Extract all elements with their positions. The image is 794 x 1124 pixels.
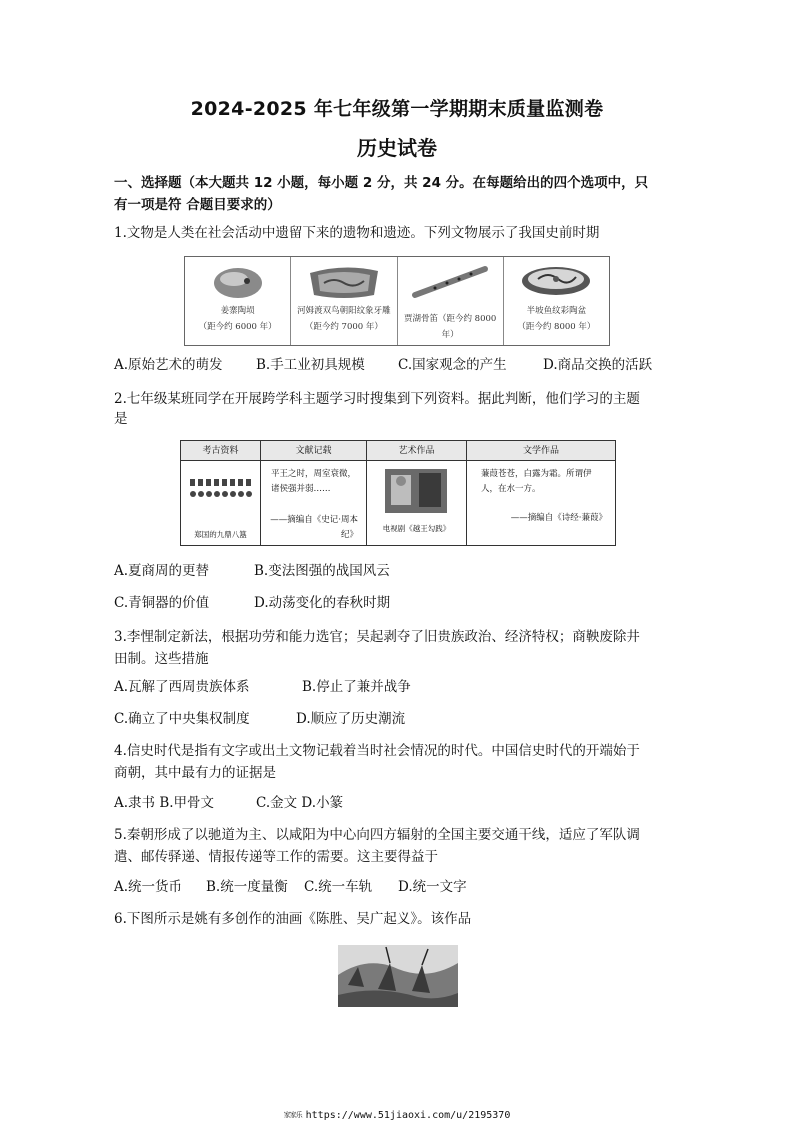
q2-options-row1 (114, 560, 714, 582)
q1-artifact-figure (184, 256, 610, 346)
exam-title: 2024-2025 年七年级第一学期期末质量监测卷 (190, 98, 604, 120)
option-c[interactable]: C.统一车轨 (304, 879, 373, 895)
q4-stem-line2: 商朝，其中最有力的证据是 (114, 765, 276, 781)
option-b[interactable]: B.停止了兼并战争 (302, 679, 411, 695)
literature-cell (467, 461, 615, 545)
footer-url[interactable]: https://www.51jiaoxi.com/u/2195370 (305, 1110, 511, 1121)
art-caption: 电视剧《越王勾践》 (382, 524, 451, 533)
table-header: 文学作品 (467, 441, 615, 461)
option-d[interactable]: D.顺应了历史潮流 (296, 711, 406, 727)
table-header: 艺术作品 (367, 441, 467, 461)
option-a[interactable]: A.原始艺术的萌发 (114, 357, 223, 373)
artifact-name: 姜寨陶埙 (220, 306, 255, 316)
option-d[interactable]: D.统一文字 (398, 879, 467, 895)
painted-pottery-basin-image (516, 261, 596, 303)
q1-options (114, 354, 714, 376)
q2-options-row2 (114, 592, 714, 614)
tv-drama-still-image (385, 469, 447, 513)
table-header: 考古资料 (181, 441, 261, 461)
q5-stem-line2: 遣、邮传驿递、情报传递等工作的需要。这主要得益于 (114, 849, 438, 865)
ivory-carving-image (304, 261, 384, 301)
artifact-date: （距今约 8000 年） (517, 322, 596, 332)
archaeology-cell (181, 461, 261, 545)
q5-options (114, 876, 714, 898)
option-d[interactable]: D.商品交换的活跃 (543, 357, 653, 373)
archaeology-caption: 郑国的九鼎八簋 (194, 530, 247, 539)
bronze-ding-image (188, 475, 254, 515)
option-a[interactable]: A.夏商周的更替 (114, 563, 210, 579)
q3-stem-line1: 3.李悝制定新法，根据功劳和能力选官；吴起剥夺了旧贵族政治、经济特权；商鞅废除井 (114, 629, 640, 645)
table-header: 文献记载 (261, 441, 367, 461)
option-a[interactable]: A.统一货币 (114, 879, 183, 895)
document-source: ——摘编自《史记·周本纪》 (270, 515, 358, 540)
option-ab[interactable]: A.隶书 B.甲骨文 (114, 795, 215, 811)
option-b[interactable]: B.统一度量衡 (206, 879, 288, 895)
option-b[interactable]: B.手工业初具规模 (256, 357, 365, 373)
option-c[interactable]: C.国家观念的产生 (398, 357, 507, 373)
literature-source: ——摘编自《诗经·蒹葭》 (510, 513, 607, 523)
oil-painting-image (338, 945, 458, 1007)
footer (0, 1110, 794, 1121)
artifact-date: （距今约 6000 年） (198, 322, 277, 332)
q3-stem-line2: 田制。这些措施 (114, 651, 209, 667)
q4-options (114, 792, 714, 814)
q4-stem-line1: 4.信史时代是指有文字或出土文物记载着当时社会情况的时代。中国信史时代的开端始于 (114, 743, 640, 759)
q1-stem: 1.文物是人类在社会活动中遗留下来的遗物和遗迹。下列文物展示了我国史前时期 (114, 225, 600, 241)
section-heading-line2: 有一项是符 合题目要求的） (114, 197, 281, 213)
artifact-name: 河姆渡双鸟朝阳纹象牙雕 (297, 306, 391, 316)
artifact-cell (504, 257, 609, 345)
art-cell (367, 461, 467, 545)
q2-stem-line1: 2.七年级某班同学在开展跨学科主题学习时搜集到下列资料。据此判断，他们学习的主题 (114, 391, 640, 407)
pottery-xun-image (209, 261, 267, 301)
artifact-name: 半坡鱼纹彩陶盆 (526, 306, 587, 316)
q2-materials-table (180, 440, 616, 546)
option-c[interactable]: C.确立了中央集权制度 (114, 711, 250, 727)
exam-subtitle: 历史试卷 (357, 136, 437, 160)
site-brand: 家家乐 (283, 1111, 302, 1119)
artifact-name: 贾湖骨笛（距今约 8000 年） (403, 314, 497, 340)
q5-stem-line1: 5.秦朝形成了以驰道为主、以咸阳为中心向四方辐射的全国主要交通干线，适应了军队调 (114, 827, 640, 843)
option-c[interactable]: C.青铜器的价值 (114, 595, 210, 611)
q2-stem-line2: 是 (114, 411, 128, 427)
section-heading-line1: 一、选择题（本大题共 12 小题，每小题 2 分，共 24 分。在每题给出的四个选项中，只 (114, 175, 649, 191)
option-cd[interactable]: C.金文 D.小篆 (256, 795, 344, 811)
bone-flute-image (405, 261, 495, 301)
document-cell (261, 461, 367, 545)
artifact-cell (398, 257, 504, 345)
q6-stem: 6.下图所示是姚有多创作的油画《陈胜、吴广起义》。该作品 (114, 911, 472, 927)
artifact-date: （距今约 7000 年） (304, 322, 383, 332)
artifact-cell (185, 257, 291, 345)
document-text: 平王之时，周室衰微，诸侯强并弱…… (271, 469, 357, 494)
option-a[interactable]: A.瓦解了西周贵族体系 (114, 679, 250, 695)
q3-options-row2 (114, 708, 714, 730)
literature-text: 蒹葭苍苍，白露为霜。所谓伊人，在水一方。 (481, 469, 592, 494)
option-d[interactable]: D.动荡变化的春秋时期 (254, 595, 391, 611)
artifact-cell (291, 257, 397, 345)
q3-options-row1 (114, 676, 714, 698)
option-b[interactable]: B.变法图强的战国风云 (254, 563, 390, 579)
